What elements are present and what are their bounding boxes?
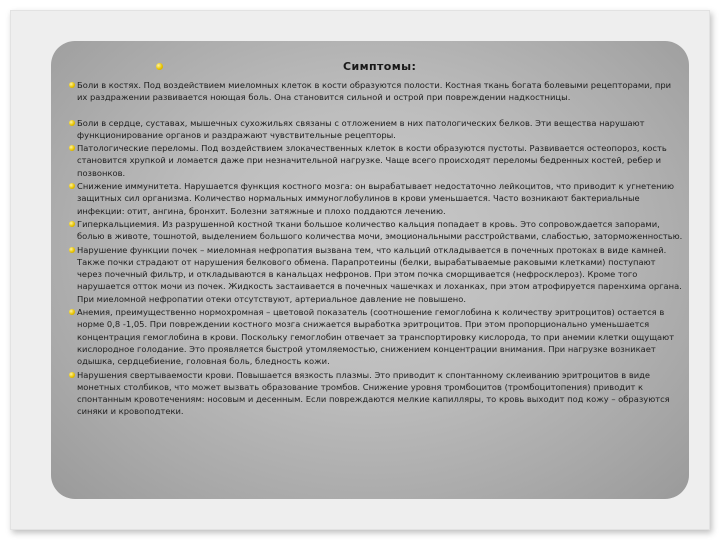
list-item (71, 244, 683, 305)
slide-frame (10, 10, 710, 530)
bullet-icon (69, 309, 75, 315)
bullet-icon (156, 63, 163, 70)
slide-panel (51, 41, 689, 499)
bullet-icon (69, 145, 75, 151)
bullet-icon (69, 372, 75, 378)
bullet-icon (69, 221, 75, 227)
list-item-text: Анемия, преимущественно нормохромная – цветовой показатель (соотношение гемоглобина к количеству эритроцитов) остается в норме 0,8 -1,05. При повреждении костного мозга снижается выработка эритроцитов. При этом пропорционально уменьшается концентрация гемоглобина в крови. Поскольку гемоглобин отвечает за транспортировку кислорода, то при анемии клетки ощущают кислородное голодание. Это проявляется быстрой утомляемостью, снижением концентрации внимания. При нагрузке возникает одышка, сердцебиение, головная боль, бледность кожи. (77, 307, 675, 367)
list-item (71, 79, 683, 104)
list-item (71, 369, 683, 418)
title-row (51, 60, 689, 76)
list-item (71, 218, 683, 243)
list-item-text: Патологические переломы. Под воздействием злокачественных клеток в кости образуются пустоты. Развивается остеопороз, кость становится хрупкой и ломается даже при незначительной нагрузке. Чаще всего происходят переломы бедренных костей, ребер и позвонков. (77, 143, 667, 178)
list-item-text: Нарушения свертываемости крови. Повышается вязкость плазмы. Это приводит к спонтанному склеиванию эритроцитов в виде монетных столбиков, что может вызвать образование тромбов. Снижение уровня тромбоцитов (тромбоцитопения) приводит к спонтанным кровотечениям: носовым и десенным. Если повреждаются мелкие капилляры, то кровь выходит под кожу – образуются синяки и кровоподтеки. (77, 369, 670, 417)
list-item-text: Снижение иммунитета. Нарушается функция костного мозга: он вырабатывает недостаточно лейкоцитов, что приводит к угнетению защитных сил организма. Количество нормальных иммуноглобулинов в крови уменьшается. Часто возникают бактериальные инфекции: отит, ангина, бронхит. Болезни затяжные и плохо поддаются лечению. (77, 181, 675, 216)
list-item (71, 180, 683, 217)
symptoms-list (71, 79, 683, 419)
slide-title: Симптомы: (343, 60, 417, 73)
bullet-icon (69, 183, 75, 189)
list-item-text: Нарушение функции почек – миеломная нефропатия вызвана тем, что кальций откладывается в почечных протоках в виде камней. Также почки страдают от нарушения белкового обмена. Парапротеины (белки, вырабатываемые раковыми клетками) поступают через почечный фильтр, и откладываются в канальцах нефронов. При этом почка сморщивается (нефросклероз). Кроме того нарушается отток мочи из почек. Жидкость застаивается в почечных чашечках и лоханках, при этом атрофируется паренхима органа. При миеломной нефропатии отеки отсутствуют, артериальное давление не повышено. (77, 244, 682, 304)
bullet-icon (69, 82, 75, 88)
list-item-text: Гиперкальциемия. Из разрушенной костной ткани большое количество кальция попадает в кровь. Это сопровождается запорами, болью в животе, тошнотой, выделением большого количества мочи, эмоциональными расстройствами, слабостью, заторможенностью. (77, 218, 683, 242)
list-item (71, 117, 683, 142)
bullet-icon (69, 120, 75, 126)
list-item-text: Боли в костях. Под воздействием миеломных клеток в кости образуются полости. Костная ткань богата болевыми рецепторами, при их раздражении развивается ноющая боль. Она становится сильной и острой при повреждении надкостницы. (77, 80, 672, 103)
list-item (71, 306, 683, 367)
list-item-text: Боли в сердце, суставах, мышечных сухожильях связаны с отложением в них патологических белков. Эти вещества нарушают функционирование органов и раздражают чувствительные рецепторы. (77, 117, 645, 140)
bullet-icon (69, 247, 75, 253)
list-item (71, 142, 683, 179)
